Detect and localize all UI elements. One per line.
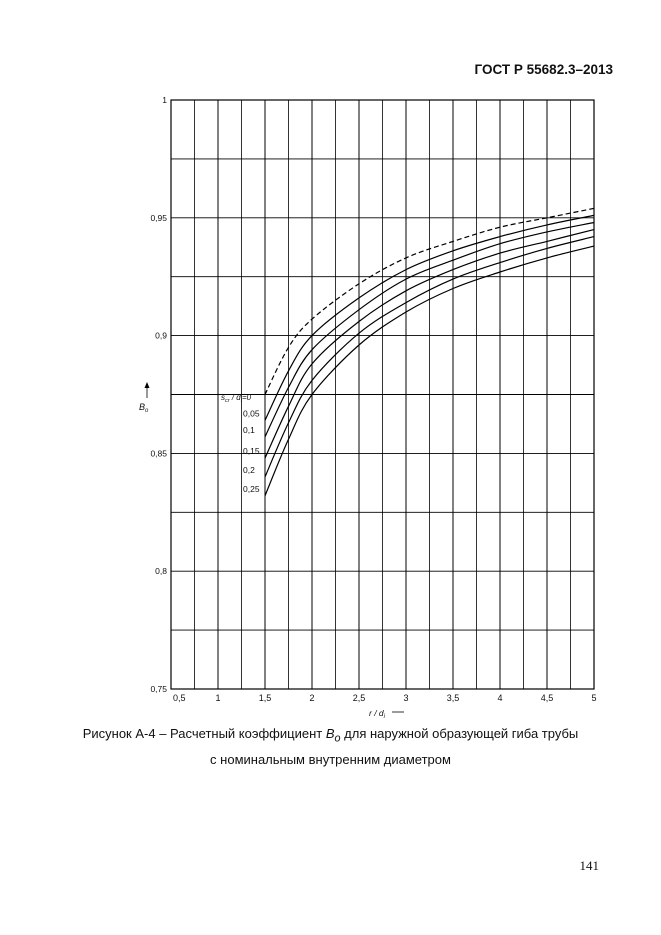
y-axis-label: $B_o$ bbox=[139, 402, 149, 414]
y-tick-label: 0,75 bbox=[150, 684, 167, 694]
y-tick-label: 0,85 bbox=[150, 448, 167, 459]
y-tick-label: 1 bbox=[162, 95, 167, 105]
x-tick-label: 1 bbox=[215, 693, 221, 703]
parameter-label-text: / d bbox=[229, 393, 241, 402]
x-tick-label: 4,5 bbox=[540, 693, 554, 703]
caption-symbol-sub: o bbox=[334, 732, 341, 745]
figure-caption-line1 bbox=[0, 726, 661, 745]
series-label-1: 0,05 bbox=[243, 408, 260, 419]
caption-prefix: Рисунок А-4 – Расчетный коэффициент bbox=[82, 726, 326, 741]
parameter-label-sub: cr bbox=[225, 398, 230, 404]
caption-symbol: B bbox=[325, 726, 335, 741]
series-label-2: 0,1 bbox=[243, 424, 255, 435]
x-tick-label: 3 bbox=[403, 693, 409, 703]
x-tick-label: 1,5 bbox=[258, 693, 272, 703]
x-tick-label: 4 bbox=[497, 693, 503, 703]
x-tick-label: 5 bbox=[591, 693, 597, 703]
y-axis-arrowhead bbox=[145, 382, 150, 388]
figure-caption-line2: с номинальным внутренним диаметром bbox=[210, 752, 451, 767]
x-tick-label: 2,5 bbox=[352, 693, 366, 703]
x-tick-label: 3,5 bbox=[446, 693, 460, 703]
y-tick-label: 0,8 bbox=[155, 566, 167, 577]
x-axis-label: r / $d_i$ bbox=[369, 708, 385, 720]
page-number: 141 bbox=[579, 858, 599, 873]
series-label-5: 0,25 bbox=[243, 483, 260, 494]
parameter-label: $s_{cr} / d_i=0$ bbox=[221, 393, 252, 404]
series-label-4: 0,2 bbox=[243, 464, 255, 475]
parameter-label-sub2: i bbox=[240, 398, 242, 404]
y-axis-label-sub: o bbox=[145, 408, 149, 414]
caption-suffix: для наружной образующей гиба трубы bbox=[340, 726, 579, 741]
x-tick-label: 0,5 bbox=[173, 693, 186, 703]
document-header: ГОСТ Р 55682.3–2013 bbox=[474, 62, 613, 77]
x-axis-label-sub: i bbox=[383, 714, 385, 720]
series-label-3: 0,15 bbox=[243, 446, 260, 457]
chart-ticks bbox=[150, 95, 596, 703]
chart-labels bbox=[139, 382, 404, 720]
y-tick-label: 0,9 bbox=[155, 330, 167, 341]
parameter-label-value: =0 bbox=[241, 393, 252, 402]
x-tick-label: 2 bbox=[309, 693, 315, 703]
y-tick-label: 0,95 bbox=[150, 212, 167, 223]
